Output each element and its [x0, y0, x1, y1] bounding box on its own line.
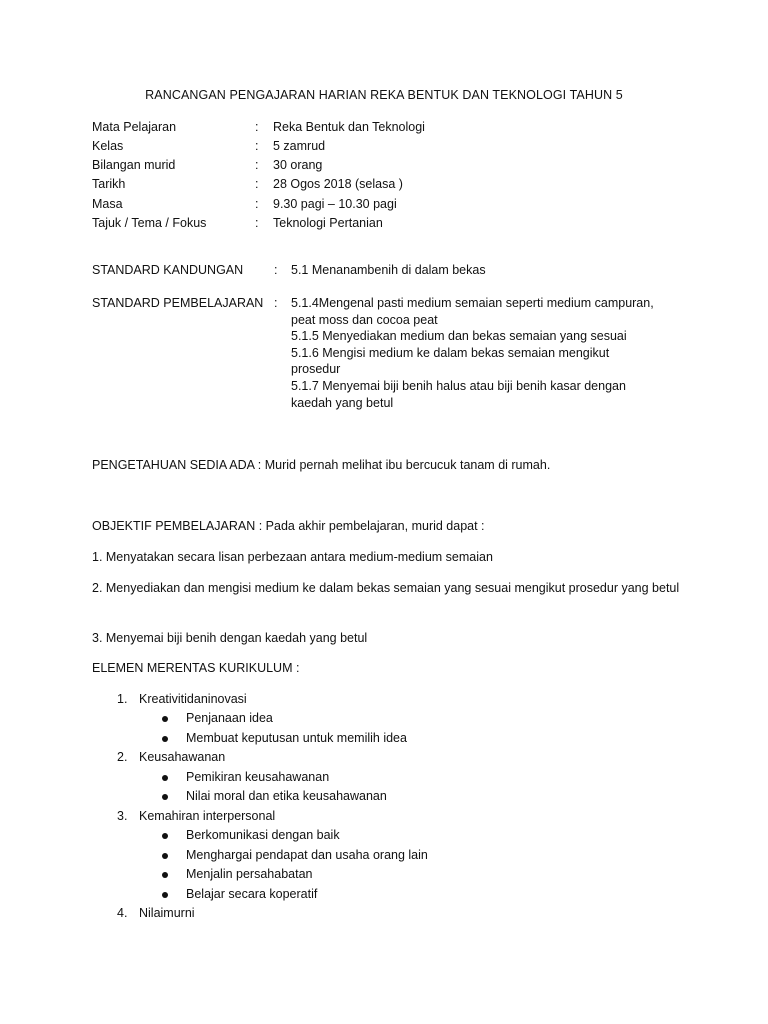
elemen-item: [92, 690, 692, 710]
pengetahuan-sedia-ada: PENGETAHUAN SEDIA ADA : Murid pernah melihat ibu bercucuk tanam di rumah.: [92, 458, 551, 472]
bullet-icon: [162, 833, 168, 839]
info-row-topic: [92, 214, 425, 233]
info-value: 9.30 pagi – 10.30 pagi: [273, 196, 397, 211]
standard-pembelajaran-label: STANDARD PEMBELAJARAN: [92, 296, 264, 310]
bullet-icon: [162, 736, 168, 742]
elemen-subitem: [92, 788, 692, 808]
info-row-time: [92, 195, 425, 214]
elemen-subitem: [92, 729, 692, 749]
standard-pembelajaran: [92, 296, 691, 412]
info-colon: :: [255, 177, 259, 192]
bullet-icon: [162, 892, 168, 898]
standard-pembelajaran-line: 5.1.4Mengenal pasti medium semaian seperti medium campuran,: [291, 296, 654, 310]
elemen-item: [92, 905, 692, 925]
standard-pembelajaran-line: 5.1.5 Menyediakan medium dan bekas semaian yang sesuai: [291, 329, 627, 344]
std-colon: :: [274, 296, 278, 310]
bullet-icon: [162, 716, 168, 722]
elemen-subitem: [92, 827, 692, 847]
bullet-icon: [162, 794, 168, 800]
elemen-list: [92, 690, 692, 924]
standard-pembelajaran-line: kaedah yang betul: [291, 395, 394, 410]
elemen-subitem-label: Membuat keputusan untuk memilih idea: [186, 730, 407, 745]
elemen-number: 2.: [117, 750, 128, 765]
info-row-class: [92, 137, 425, 156]
info-row-date: [92, 176, 425, 195]
standard-kandungan-line: 5.1 Menanambenih di dalam bekas: [291, 263, 486, 277]
objektif-item: 1. Menyatakan secara lisan perbezaan antara medium-medium semaian: [92, 550, 493, 564]
bullet-icon: [162, 853, 168, 859]
info-label: Tajuk / Tema / Fokus: [92, 215, 207, 230]
info-row-students: [92, 156, 425, 175]
objektif-heading: OBJEKTIF PEMBELAJARAN : Pada akhir pembelajaran, murid dapat :: [92, 519, 485, 533]
info-colon: :: [255, 215, 259, 230]
standard-pembelajaran-line: 5.1.7 Menyemai biji benih halus atau biji benih kasar dengan: [291, 378, 626, 393]
info-colon: :: [255, 119, 259, 134]
elemen-number: 1.: [117, 691, 128, 706]
elemen-subitem-label: Menjalin persahabatan: [186, 867, 313, 882]
info-value: 5 zamrud: [273, 138, 326, 153]
elemen-subitem-label: Menghargai pendapat dan usaha orang lain: [186, 847, 428, 862]
objektif-item: 3. Menyemai biji benih dengan kaedah yang betul: [92, 631, 368, 645]
standard-pembelajaran-line: peat moss dan cocoa peat: [291, 312, 438, 327]
info-row-subject: [92, 118, 425, 137]
lesson-info-table: [92, 118, 425, 233]
elemen-subitem: [92, 846, 692, 866]
info-value: 28 Ogos 2018 (selasa ): [273, 177, 403, 192]
info-label: Mata Pelajaran: [92, 119, 177, 134]
standard-kandungan: [92, 263, 691, 280]
bullet-icon: [162, 872, 168, 878]
elemen-subitem-label: Pemikiran keusahawanan: [186, 769, 330, 784]
std-colon: :: [274, 263, 278, 277]
info-colon: :: [255, 196, 259, 211]
info-colon: :: [255, 158, 259, 173]
info-label: Kelas: [92, 138, 124, 153]
standard-pembelajaran-line: 5.1.6 Mengisi medium ke dalam bekas semaian mengikut: [291, 345, 610, 360]
elemen-label: Kemahiran interpersonal: [139, 808, 276, 823]
objektif-item: 2. Menyediakan dan mengisi medium ke dalam bekas semaian yang sesuai mengikut prosedur yang betul: [92, 581, 680, 595]
document-title: RANCANGAN PENGAJARAN HARIAN REKA BENTUK DAN TEKNOLOGI TAHUN 5: [145, 88, 623, 102]
info-colon: :: [255, 138, 259, 153]
elemen-number: 4.: [117, 906, 128, 921]
elemen-subitem: [92, 866, 692, 886]
standard-kandungan-label: STANDARD KANDUNGAN: [92, 263, 244, 277]
elemen-subitem: [92, 768, 692, 788]
info-value: Teknologi Pertanian: [273, 215, 383, 230]
elemen-subitem-label: Berkomunikasi dengan baik: [186, 828, 340, 843]
elemen-subitem-label: Nilai moral dan etika keusahawanan: [186, 789, 387, 804]
info-value: Reka Bentuk dan Teknologi: [273, 119, 425, 134]
info-label: Bilangan murid: [92, 158, 176, 173]
elemen-label: Keusahawanan: [139, 750, 226, 765]
info-value: 30 orang: [273, 158, 323, 173]
standard-pembelajaran-line: prosedur: [291, 362, 341, 377]
elemen-subitem: [92, 885, 692, 905]
elemen-label: Kreativitidaninovasi: [139, 691, 247, 706]
bullet-icon: [162, 775, 168, 781]
elemen-subitem: [92, 710, 692, 730]
elemen-number: 3.: [117, 808, 128, 823]
info-label: Tarikh: [92, 177, 126, 192]
elemen-subitem-label: Belajar secara koperatif: [186, 886, 318, 901]
elemen-subitem-label: Penjanaan idea: [186, 711, 273, 726]
elemen-heading: ELEMEN MERENTAS KURIKULUM :: [92, 661, 300, 675]
elemen-item: [92, 749, 692, 769]
elemen-label: Nilaimurni: [139, 906, 195, 921]
info-label: Masa: [92, 196, 123, 211]
elemen-item: [92, 807, 692, 827]
